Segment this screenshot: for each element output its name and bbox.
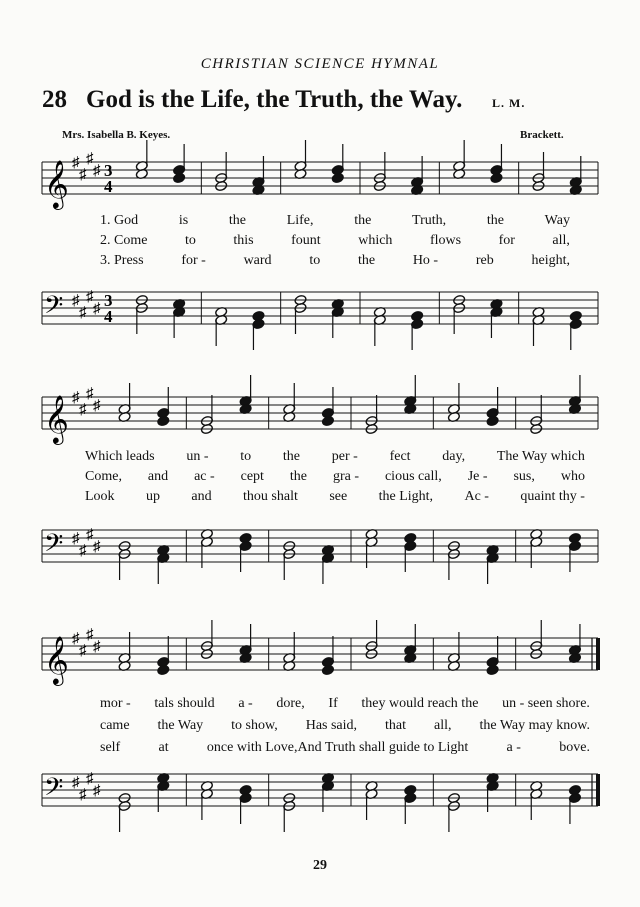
lyric-syllable: Come, [85, 469, 122, 484]
sharp-icon: ♯ [79, 167, 87, 183]
sharp-icon: ♯ [79, 305, 87, 321]
sharp-icon: ♯ [72, 390, 80, 406]
lyric-syllable: 2. Come [100, 233, 148, 248]
bass-clef-icon: 𝄢 [44, 773, 64, 808]
lyric-syllable: the [354, 213, 372, 228]
sharp-icon: ♯ [86, 627, 94, 643]
lyric-syllable: the [289, 469, 308, 484]
lyric-line-3-verse-3 [100, 740, 590, 756]
lyric-syllable: the Light, [378, 489, 434, 504]
sharp-icon: ♯ [93, 639, 101, 655]
sharp-icon: ♯ [93, 398, 101, 414]
lyric-syllable: self [100, 740, 121, 755]
lyric-syllable: sus, [513, 469, 535, 484]
quarter-note-head [321, 415, 334, 426]
treble-staff-system-1 [0, 150, 640, 210]
lyric-syllable: Way [544, 213, 570, 228]
lyric-syllable: The Way which [496, 449, 585, 464]
sharp-icon: ♯ [86, 386, 94, 402]
lyric-syllable: cious call, [384, 469, 442, 484]
sharp-icon: ♯ [79, 787, 87, 803]
lyric-syllable: reb [475, 253, 494, 268]
quarter-note-head [331, 172, 344, 183]
sharp-icon: ♯ [79, 643, 87, 659]
lyric-syllable: the [282, 449, 301, 464]
sharp-icon: ♯ [93, 783, 101, 799]
lyric-syllable: who [560, 469, 585, 484]
lyric-syllable: ac - [194, 469, 215, 484]
meter-label: L. M. [492, 96, 526, 110]
lyric-syllable: 3. Press [100, 253, 144, 268]
lyric-syllable: Which leads [85, 449, 155, 464]
sharp-icon: ♯ [72, 631, 80, 647]
lyric-line-2-verse-1 [85, 449, 585, 465]
lyric-syllable: and [191, 489, 212, 504]
lyric-syllable: is [178, 213, 189, 228]
time-signature-bottom: 4 [104, 177, 113, 196]
lyric-syllable: the Way may know. [479, 718, 590, 733]
lyric-syllable: flows [429, 233, 462, 248]
lyric-line-3-verse-2 [100, 718, 590, 734]
lyric-line-2-verse-3 [85, 489, 585, 505]
lyric-syllable: un - seen shore. [502, 696, 590, 711]
lyric-syllable: quaint thy - [520, 489, 585, 504]
lyric-syllable: Je - [467, 469, 488, 484]
sharp-icon: ♯ [86, 527, 94, 543]
quarter-note-head [157, 664, 170, 675]
hymn-number: 28 [42, 86, 67, 113]
lyric-syllable: Ho - [412, 253, 439, 268]
lyric-syllable: to [184, 233, 196, 248]
bass-staff-system-2 [0, 518, 640, 578]
quarter-note-head [486, 664, 499, 675]
sharp-icon: ♯ [72, 775, 80, 791]
sharp-icon: ♯ [79, 402, 87, 418]
time-signature-top: 3 [104, 291, 113, 310]
lyric-syllable: Ac - [464, 489, 489, 504]
lyric-syllable: to show, [231, 718, 278, 733]
lyric-syllable: un - [186, 449, 209, 464]
sharp-icon: ♯ [86, 771, 94, 787]
lyric-syllable: dore, [276, 696, 305, 711]
lyric-syllable: this [233, 233, 254, 248]
lyric-syllable: mor - [100, 696, 131, 711]
quarter-note-head [321, 664, 334, 675]
sharp-icon: ♯ [72, 293, 80, 309]
lyric-syllable: fect [389, 449, 411, 464]
bass-staff-system-1 [0, 280, 640, 340]
lyric-syllable: per - [331, 449, 358, 464]
sharp-icon: ♯ [86, 289, 94, 305]
lyric-syllable: up [145, 489, 160, 504]
sharp-icon: ♯ [72, 155, 80, 171]
treble-clef-icon: 𝄞 [44, 635, 69, 684]
treble-staff-system-2 [0, 385, 640, 445]
treble-staff-system-3 [0, 626, 640, 686]
lyric-syllable: day, [442, 449, 466, 464]
sharp-icon: ♯ [93, 539, 101, 555]
author-credit: Mrs. Isabella B. Keyes. [62, 129, 171, 141]
lyric-syllable: to [240, 449, 252, 464]
lyric-syllable: a - [238, 696, 253, 711]
lyric-syllable: If [328, 696, 338, 711]
lyric-syllable: Has said, [305, 718, 358, 733]
lyric-line-1-verse-1 [100, 213, 570, 229]
lyric-line-3-verse-1 [100, 696, 590, 712]
quarter-note-head [173, 172, 186, 183]
sharp-icon: ♯ [72, 531, 80, 547]
lyric-line-2-verse-2 [85, 469, 585, 485]
lyric-syllable: for - [181, 253, 206, 268]
time-signature-bottom: 4 [104, 307, 113, 326]
lyric-syllable: the [357, 253, 376, 268]
quarter-note-head [157, 415, 170, 426]
sharp-icon: ♯ [79, 543, 87, 559]
lyric-line-1-verse-3 [100, 253, 570, 269]
bass-clef-icon: 𝄢 [44, 291, 64, 326]
lyric-syllable: came [100, 718, 130, 733]
lyric-syllable: height, [531, 253, 570, 268]
lyric-syllable: see [329, 489, 348, 504]
sharp-icon: ♯ [93, 301, 101, 317]
bass-clef-icon: 𝄢 [44, 529, 64, 564]
lyric-syllable: the Way [157, 718, 204, 733]
time-signature-top: 3 [104, 161, 113, 180]
lyric-syllable: fount [291, 233, 321, 248]
lyric-syllable: bove. [559, 740, 590, 755]
sharp-icon: ♯ [93, 163, 101, 179]
lyric-syllable: all, [434, 718, 452, 733]
lyric-syllable: at [158, 740, 169, 755]
composer-credit: Brackett. [520, 129, 564, 141]
running-head: CHRISTIAN SCIENCE HYMNAL [200, 56, 440, 72]
lyric-syllable: Truth, [412, 213, 447, 228]
treble-clef-icon: 𝄞 [44, 394, 69, 443]
lyric-syllable: thou shalt [243, 489, 298, 504]
lyric-syllable: that [385, 718, 407, 733]
lyric-syllable: gra - [332, 469, 360, 484]
treble-clef-icon: 𝄞 [44, 159, 69, 208]
quarter-note-head [486, 415, 499, 426]
lyric-syllable: to [309, 253, 321, 268]
lyric-syllable: they would reach the [361, 696, 479, 711]
bass-staff-system-3 [0, 762, 640, 822]
lyric-syllable: a - [506, 740, 521, 755]
lyric-syllable: Look [85, 489, 115, 504]
lyric-syllable: for [498, 233, 515, 248]
quarter-note-head [490, 172, 503, 183]
page-number: 29 [313, 858, 327, 873]
lyric-syllable: which [358, 233, 393, 248]
sharp-icon: ♯ [86, 151, 94, 167]
lyric-syllable: cept [240, 469, 264, 484]
lyric-syllable: the [486, 213, 504, 228]
lyric-syllable: 1. God [100, 213, 139, 228]
lyric-syllable: all, [552, 233, 570, 248]
lyric-syllable: and [147, 469, 169, 484]
lyric-line-1-verse-2 [100, 233, 570, 249]
lyric-syllable: the [228, 213, 246, 228]
lyric-syllable: ward [243, 253, 272, 268]
lyric-syllable: tals should [154, 696, 215, 711]
lyric-syllable: Life, [286, 213, 314, 228]
hymn-title: God is the Life, the Truth, the Way. [86, 86, 463, 113]
lyric-syllable: once with Love,And Truth shall guide to Light [206, 740, 469, 755]
